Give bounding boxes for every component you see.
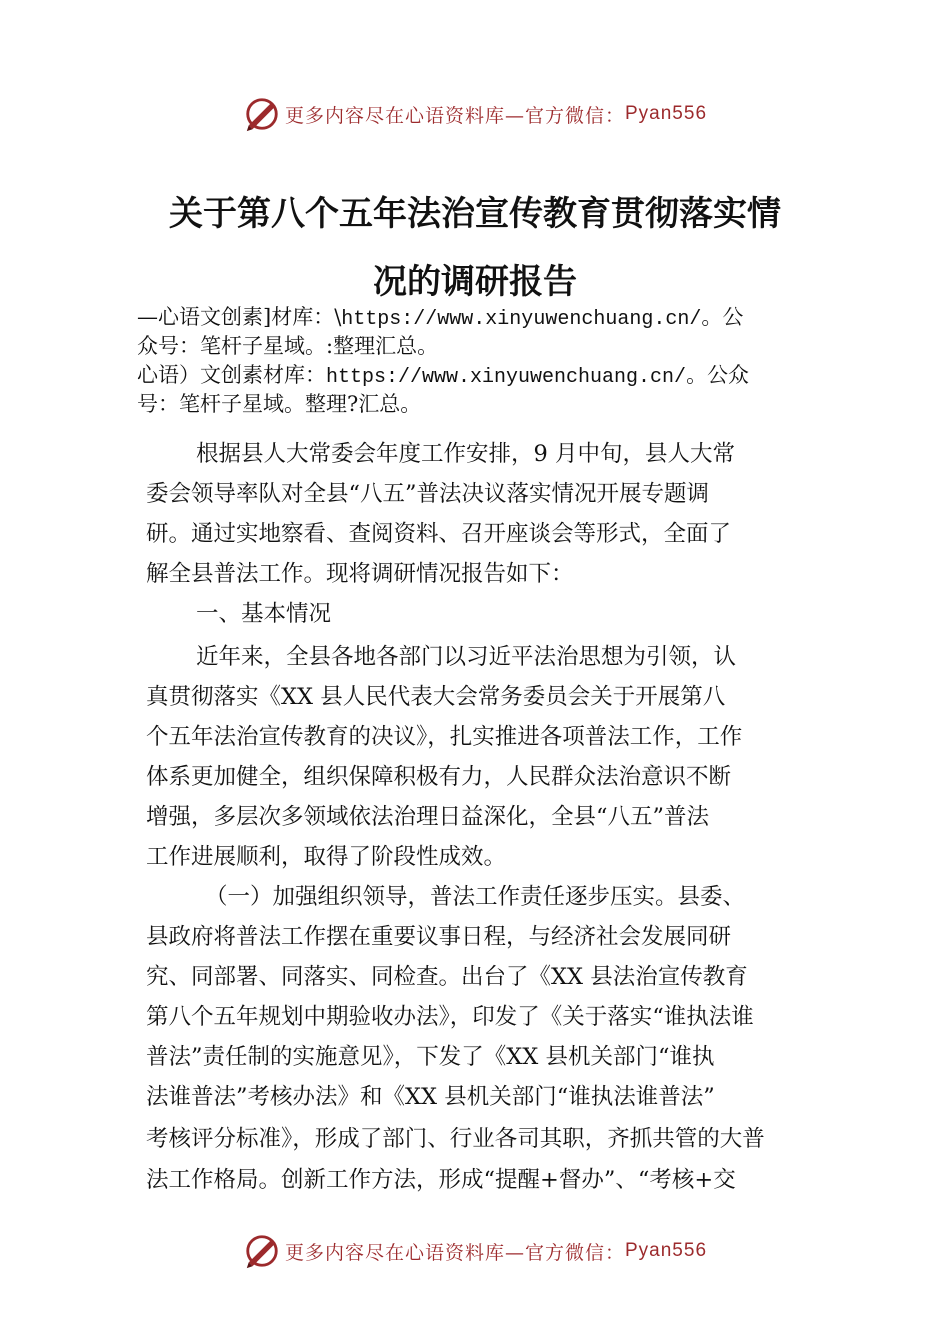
paragraph-line: 个五年法治宣传教育的决议》，扎实推进各项普法工作，工作 — [146, 724, 743, 750]
banner-text: 更多内容尽在心语资料库—官方微信： — [284, 1241, 625, 1264]
paragraph-line: 增强，多层次多领域依法治理日益深化，全县“八五”普法 — [146, 804, 710, 830]
paragraph-line: 法工作格局。创新工作方法，形成“提醒+督办”、“考核+交 — [146, 1167, 736, 1193]
paragraph-line: 研。通过实地察看、查阅资料、召开座谈会等形式，全面了 — [146, 521, 732, 547]
section-heading: 一、基本情况 — [196, 601, 332, 627]
source-url: https://www.xinyuwenchuang.cn/ — [326, 366, 687, 389]
paragraph-line: 近年来，全县各地各部门以习近平法治思想为引领，认 — [196, 644, 737, 670]
paragraph-line: 根据县人大常委会年度工作安排，9 月中旬，县人大常 — [196, 441, 735, 467]
paragraph-line: 县政府将普法工作摆在重要议事日程，与经济社会发展同研 — [146, 924, 732, 950]
source-line — [137, 361, 837, 392]
source-line — [137, 390, 837, 419]
paragraph-line: 第八个五年规划中期验收办法》，印发了《关于落实“谁执法谁 — [146, 1004, 754, 1030]
source-prefix: 心语）文创素材库： — [137, 363, 326, 387]
banner-wechat-id: Pyan556 — [625, 103, 708, 124]
source-url: https://www.xinyuwenchuang.cn/ — [341, 308, 702, 331]
source-line — [137, 303, 837, 334]
banner-wechat-id: Pyan556 — [625, 1240, 708, 1261]
paragraph-line: 工作进展顺利，取得了阶段性成效。 — [146, 844, 507, 870]
header-banner — [0, 92, 950, 136]
paragraph-line: 真贯彻落实《XX 县人民代表大会常务委员会关于开展第八 — [146, 684, 726, 710]
pen-logo-icon — [243, 95, 281, 133]
source-line — [137, 332, 837, 361]
paragraph-line: 法谁普法”考核办法》和《XX 县机关部门“谁执法谁普法” — [146, 1084, 715, 1110]
source-prefix: 众号：笔杆子星域。:整理汇总。 — [137, 334, 439, 358]
banner-text: 更多内容尽在心语资料库—官方微信： — [284, 104, 625, 127]
paragraph-line: 究、同部署、同落实、同检查。出台了《XX 县法治宣传教育 — [146, 964, 748, 990]
paragraph-line: 普法”责任制的实施意见》，下发了《XX 县机关部门“谁执 — [146, 1044, 715, 1070]
document-title-line-2: 况的调研报告 — [373, 262, 577, 302]
footer-banner — [0, 1229, 950, 1273]
paragraph-line: 解全县普法工作。现将调研情况报告如下： — [146, 561, 574, 587]
source-suffix: 。公 — [701, 305, 744, 329]
paragraph-line: 考核评分标准》，形成了部门、行业各司其职，齐抓共管的大普 — [146, 1126, 765, 1152]
source-prefix: —心语文创素]材库：\ — [137, 305, 342, 329]
pen-logo-icon — [243, 1232, 281, 1270]
paragraph-line: 委会领导率队对全县“八五”普法决议落实情况开展专题调 — [146, 481, 710, 507]
source-prefix: 号：笔杆子星域。整理?汇总。 — [137, 392, 422, 416]
paragraph-line: 体系更加健全，组织保障积极有力，人民群众法治意识不断 — [146, 764, 732, 790]
document-title-line-1: 关于第八个五年法治宣传教育贯彻落实情 — [169, 194, 781, 234]
source-suffix: 。公众 — [686, 363, 750, 387]
subsection-heading: （一）加强组织领导，普法工作责任逐步压实。县委、 — [205, 884, 746, 910]
